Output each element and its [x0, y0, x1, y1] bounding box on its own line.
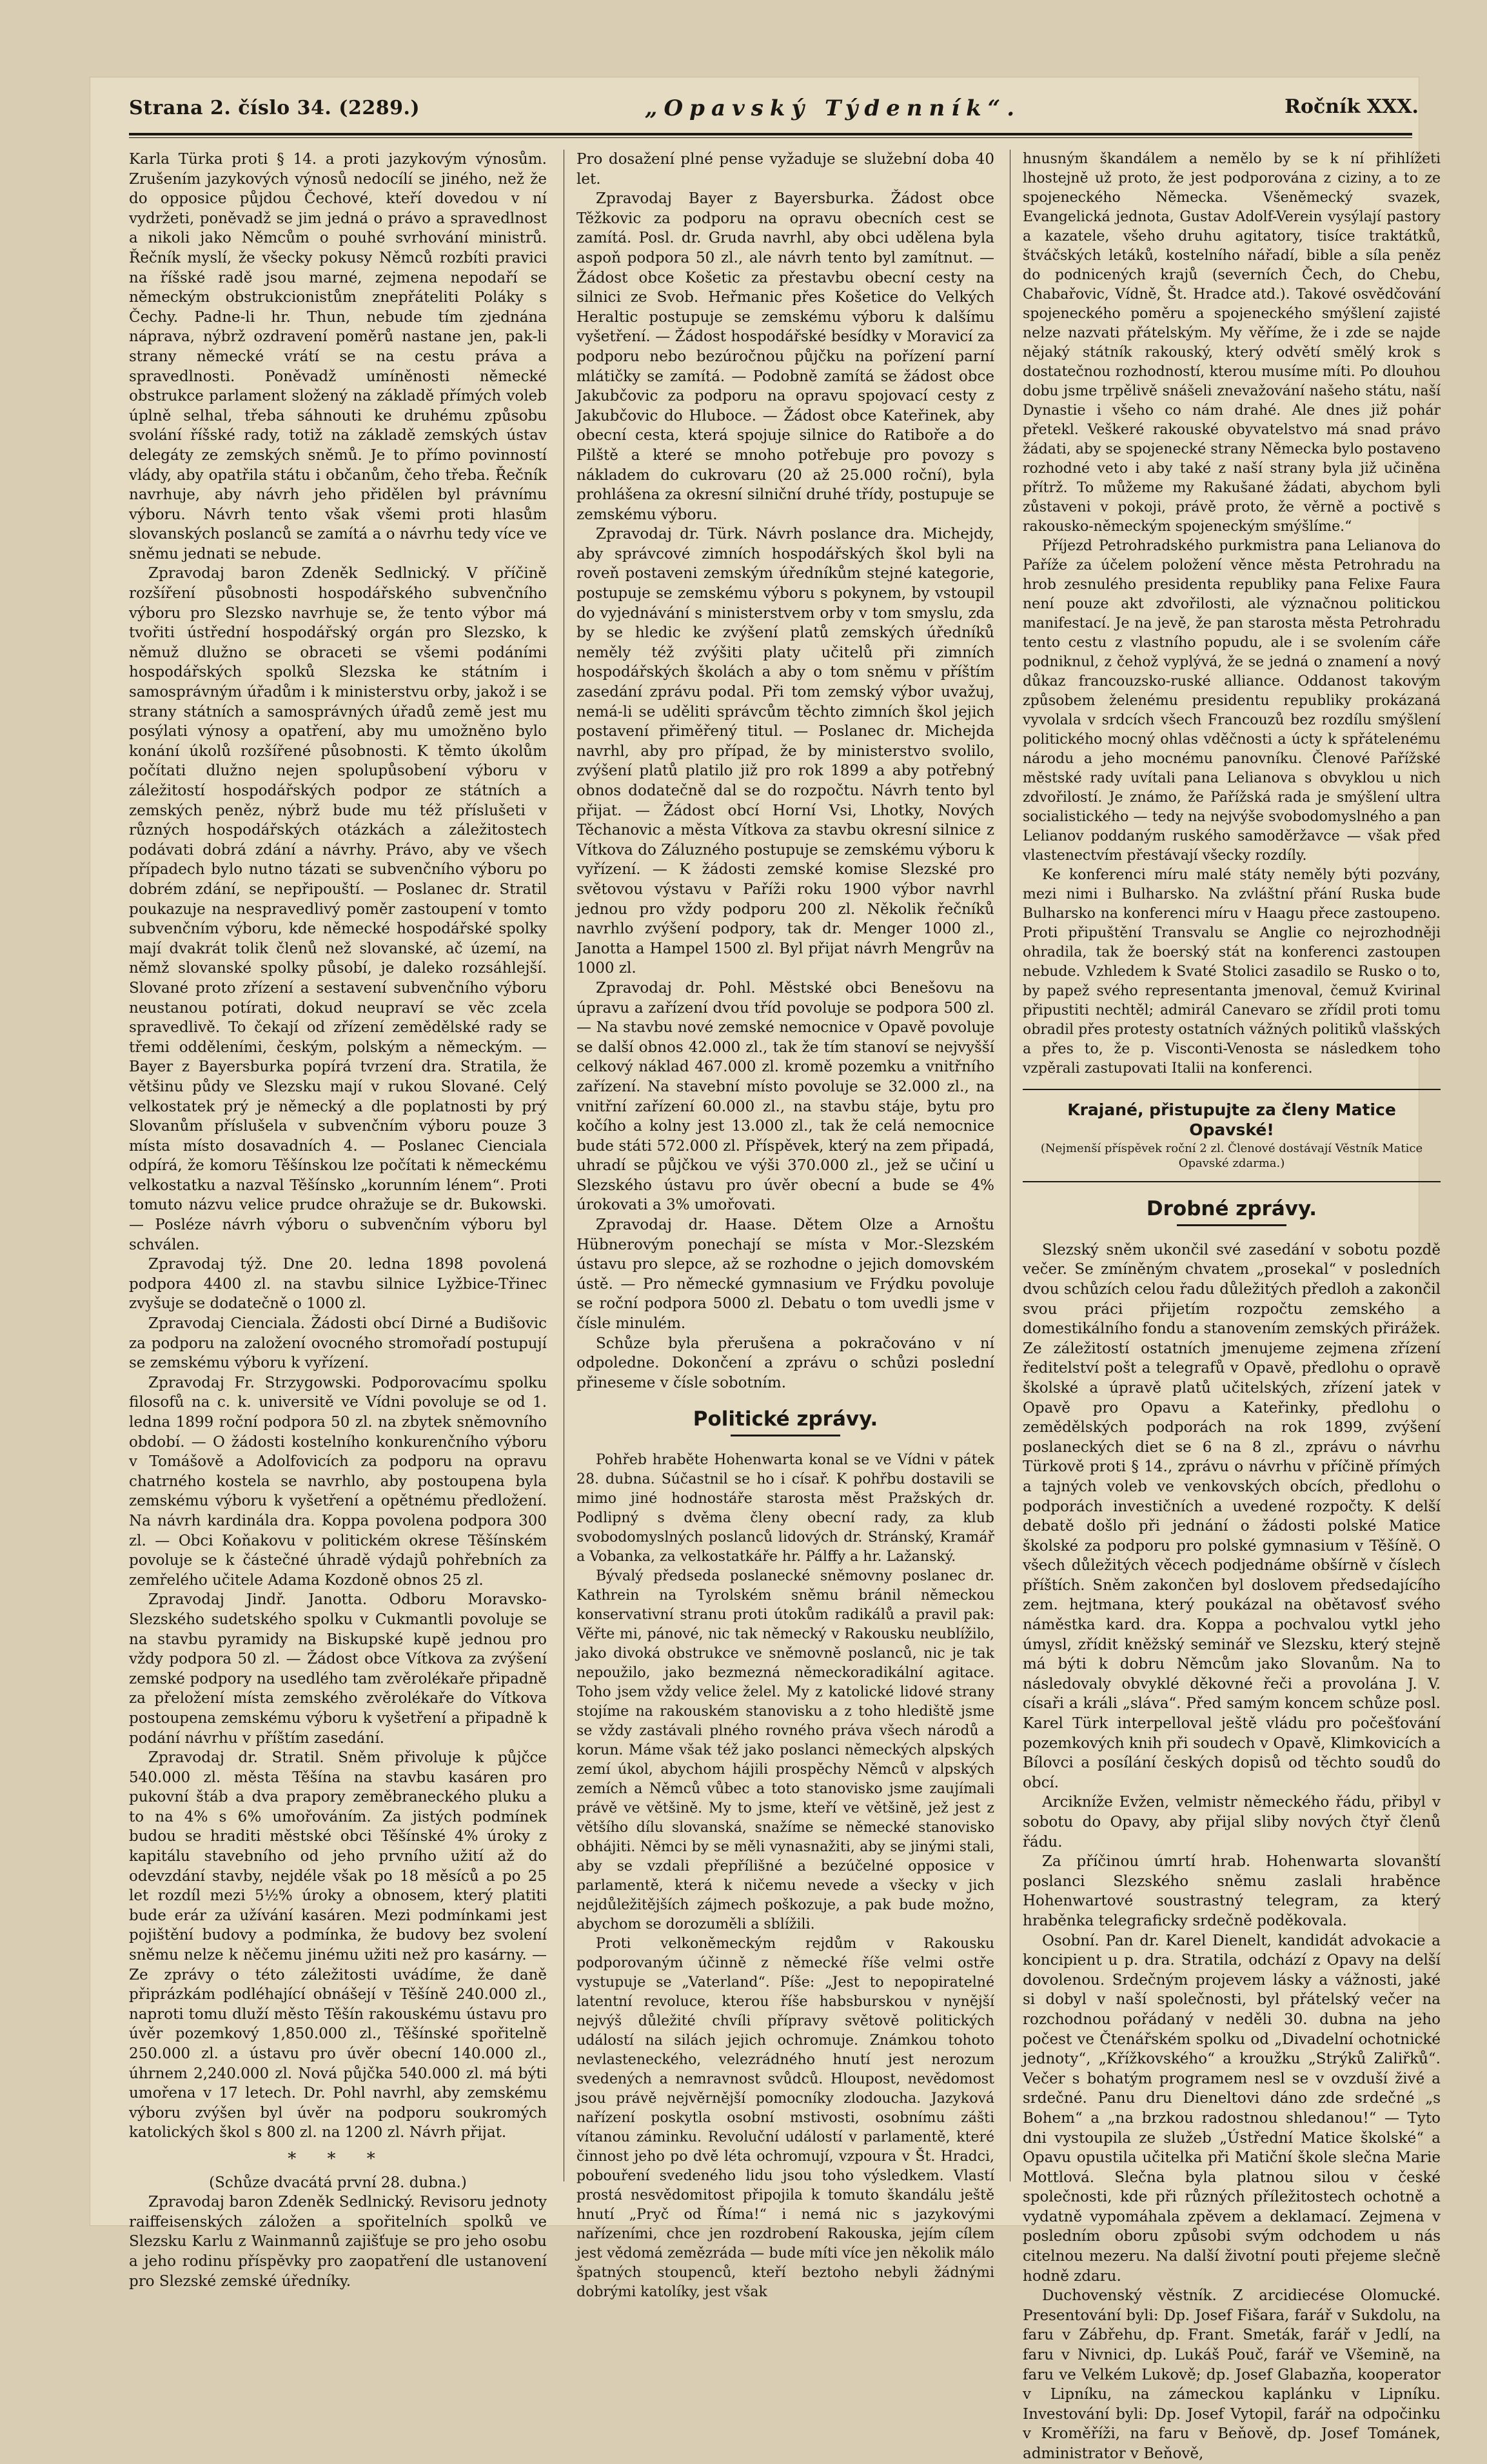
article-paragraph: Arcikníže Evžen, velmistr německého řádu, přibyl v sobotu do Opavy, aby přijal sliby nových čtyř členů řádu.	[1023, 1794, 1441, 1851]
article-paragraph: Schůze byla přerušena a pokračováno v ní odpoledne. Dokončení a zprávu o schůzi poslední přineseme v čísle sobotním.	[576, 1335, 994, 1391]
matice-notice-subtitle: (Nejmenší příspěvek roční 2 zl. Členové dostávají Věstník Matice Opavské zdarma.)	[1040, 1142, 1423, 1171]
article-paragraph: Proti velkoněmeckým rejdům v Rakousku podporovaným účinně z německé říše velmi ostře vystupuje se „Vaterland“. Píše: „Jest to nepopiratelné latentní revoluce, kterou říše habsburskou v nynější nejvýš důležité chvíli přípravy světově politických událostí na silách jejich ochromuje. Známkou tohoto nevlasteneckého, velezrádného hnutí jest nerozum svedených a nemravnost svůdců. Hloupost, nevědomost jsou právě nejvěrnější pomocníky zlodoucha. Jazyková nařízení poskytla osobní mstivosti, osobnímu zášti vítanou záminku. Revoluční událostí v parlamentě, které činnost jeho po dvě léta ochromují, vzpoura v Št. Hradci, pobouření svedeného lidu jsou toho výsledkem. Vlastí prostá nesvědomitost připojila k tomuto škandálu ještě hnutí „Pryč od Říma!“ i nemá nic s jazykovými nařízeními, chce jen rozdrobení Rakouska, jejím cílem jest vědomá zemězráda — bude míti více jen několik málo špatných stoupenců, kteří beztoho nebyli žádnými dobrými katolíky, jest však	[576, 1936, 994, 2300]
politics-section-heading	[576, 1409, 994, 1436]
article-paragraph: Slezský sněm ukončil své zasedání v sobotu pozdě večer. Se zmíněným chvatem „prosekal“ v posledních dvou schůzích celou řadu důležitých předloh a zakončil svou práci přijetím rozpočtu zemského a domestikálního fondu a stanovením zemských přirážek. Ze záležitostí ostatních jmenujeme zejmena zřízení ředitelství pošt a telegrafů v Opavě, předlohu o opravě školské a úpravě platů učitelských, zřízení jatek v Opavě pro Opavu a Kateřinky, předlohu o zemědělských podporách na rok 1899, zvýšení poslaneckých diet se 6 na 8 zl., zprávu o návrhu Türkově proti § 14., zprávu o návrhu v příčině přímých a tajných voleb ve venkovských obcích, předlohu o podporách investičních a uvedené rozpočty. K delší debatě došlo při jednání o žádosti polské Matice školské za podporu pro polské gymnasium v Těšíně. O všech důležitých věcech podjednáme obšírně v číslech příštích. Sněm zakončen byl doslovem předsedajícího zem. hejtmana, který poukázal na obětavosť svého náměstka kard. dra. Koppa a pochvalou vytkl jeho úmysl, zřídit kněžský seminář ve Slezsku, který stejně má býti k dobru Němcům jako Slovanům. Na to následovaly obvyklé děkovné řeči a provolána J. V. císaři a králi „sláva“. Před samým koncem schůze posl. Karel Türk interpelloval ještě vládu pro počešťování pozemkových knih při soudech v Opavě, Klimkovicích a Bílovci a posílání českých dopisů od těchto soudů do obcí.	[1023, 1241, 1441, 1791]
notice-rule-bottom	[1023, 1181, 1441, 1182]
heading-underline	[1177, 1224, 1286, 1226]
article-paragraph: Duchovenský věstník. Z arcidiecése Olomucké. Presentování byli: Dp. Josef Fišara, farář v Sukdolu, na faru v Zábřehu, dp. Frant. Smeták, farář v Jedlí, na faru v Nivnici, dp. Lukáš Pouč, farář ve Všemině, na faru ve Velkém Lukově; dp. Josef Glabazňa, kooperator v Lipníku, na zámeckou kaplánku v Lipníku. Investování byli: Dp. Josef Vytopil, farář na odpočinku v Kroměříži, na faru v Beňově, dp. Josef Tománek, administrator v Beňově,	[1023, 2287, 1441, 2462]
news-section-title: Drobné zprávy.	[1146, 1197, 1317, 1221]
article-paragraph: Zpravodaj dr. Haase. Dětem Olze a Arnoštu Hübnerovým ponechají se místa v Mor.-Slezském ústavu pro slepce, až se rozhodne o jejich domovském ústě. — Pro německé gymnasium ve Frýdku povoluje se roční podpora 5000 zl. Debatu o tom uvedli jsme v čísle minulém.	[576, 1217, 994, 1333]
article-paragraph: Zpravodaj Fr. Strzygowski. Podporovacímu spolku filosofů na c. k. universitě ve Vídni povoluje se od 1. ledna 1899 roční podpora 50 zl. na zbytek sněmovního období. — O žádosti kostelního konkurenčního výboru v Tomášově a Adolfovicích za podporu na opravu chatrného kostela se navrhlo, aby postoupena byla zemskému výboru k vyšetření a opětnému předložení. Na návrh kardinála dra. Koppa povolena podpora 300 zl. — Obci Koňakovu v politickém okrese Těšínském povoluje se k částečné úhradě výdajů pohřebních za zemřelého učitele Adama Kozdoně obnos 25 zl.	[129, 1374, 547, 1589]
newspaper-page	[90, 77, 1441, 2462]
article-paragraph: Zpravodaj dr. Stratil. Sněm přivoluje k půjčce 540.000 zl. města Těšína na stavbu kasáren pro pukovní štáb a dva prapory zeměbraneckého pluku a to na 4% s 6% umořováním. Za jistých podmínek budou se hraditi městské obci Těšínské 4% úroky z kapitálu stavebního od jeho prvního užití až do odevzdání stavby, nejdéle však po 18 měsíců a po 25 let rozdíl mezi 5½% úroky a obnosem, který platiti bude erár za užívání kasáren. Mezi podmínkami jest pojištění budovy a podmínka, že budovy bez svolení sněmu nelze k něčemu jinému užiti než pro kasárny. — Ze zprávy o této záležitosti uvádíme, že daně připrázkám podléhající obnášejí v Těšíně 240.000 zl., naproti tomu dluží město Těšín rakouskému ústavu pro úvěr pozemkový 1,850.000 zl., Těšínské spořitelně 250.000 zl. a ústavu pro úvěr obecní 140.000 zl., úhrnem 2,240.000 zl. Nová půjčka 540.000 zl. má býti umořena v 17 letech. Dr. Pohl navrhl, aby zemskému výboru zvýšen byl úvěr na podporu soukromých katolických škol s 800 zl. na 1200 zl. Návrh přijat.	[129, 1749, 547, 2141]
article-paragraph: Za příčinou úmrtí hrab. Hohenwarta slovanští poslanci Slezského sněmu zaslali hraběnce Hohenwartové soustrastný telegram, za který hraběnka telegraficky srdečně poděkovala.	[1023, 1853, 1441, 1929]
article-paragraph: Příjezd Petrohradského purkmistra pana Lelianova do Paříže za účelem položení věnce města Petrohradu na hrob zesnulého presidenta republiky pana Felixe Faura není pouze akt zdvořilosti, ale význačnou politickou manifestací. Je na jevě, že pan starosta města Petrohradu tento cestu z vlastního popudu, ale i se svolením cáře podniknul, z čehož vyplývá, že se jedná o znamení a nový důkaz francouzsko-ruské alliance. Oddanost takovým způsobem želenému presidentu republiky prokázaná vyvolala v srdcích všech Francouzů bez rozdílu smýšlení politického mocný ohlas vděčnosti a úcty k spřátelenému národu a jeho mocnému panovníku. Členové Pařížské městské rady uvítali pana Lelianova s obvyklou u nich zdvořilostí. Je známo, že Pařížská rada je smýšlení ultra socialistického — tedy na nejvýše svobodomyslného a pan Lelianov poddaným ruského samoděržavce — však před vlastenectvím přestávají všecky rozdíly.	[1023, 538, 1441, 864]
matice-notice-title: Krajané, přistupujte za členy Matice Opavské!	[1067, 1100, 1396, 1139]
article-paragraph: Zpravodaj Cienciala. Žádosti obcí Dirné a Budišovic za podporu na založení ovocného stromořadí postupují se zemskému výboru k vyřízení.	[129, 1315, 547, 1372]
article-paragraph: Pro dosažení plné pense vyžaduje se služební doba 40 let.	[576, 151, 994, 188]
article-paragraph: Zpravodaj týž. Dne 20. ledna 1898 povolená podpora 4400 zl. na stavbu silnice Lyžbice-Třinec zvyšuje se dodatečně o 1000 zl.	[129, 1256, 547, 1313]
section-separator: * * *	[288, 2149, 388, 2169]
article-paragraph: Zpravodaj Bayer z Bayersburka. Žádost obce Těžkovic za podporu na opravu obecních cest se zamítá. Posl. dr. Gruda navrhl, aby obci udělena byla aspoň podpora 50 zl., ale návrh tento byl zamítnut. — Žádost obce Košetic za přestavbu obecní cesty na silnici ze Svob. Heřmanic přes Košetice do Velkých Heraltic postupuje se zemskému výboru k dalšímu vyšetření. — Žádost hospodářské besídky v Moravicí za podporu nebo bezúročnou půjčku na pořízení parní mlátičky se zamítá. — Podobně zamítá se žádost obce Jakubčovic za podporu na opravu spojovací cesty z Jakubčovic do Hluboce. — Žádost obce Kateřinek, aby obecní cesta, která spojuje silnice do Ratiboře a do Pilště a které se mnoho potřebuje pro povozy s nákladem do cukrovaru (20 až 25.000 roční), byla prohlášena za okresní silniční druhé třídy, postupuje se zemskému výboru.	[576, 190, 994, 523]
page-header	[129, 84, 1457, 135]
article-paragraph: Zpravodaj dr. Türk. Návrh poslance dra. Michejdy, aby správcové zimních hospodářských škol byli na roveň postaveni zemským úředníkům stejné kategorie, postupuje se zemskému výboru s pokynem, by vstoupil do vyjednávání s ministerstvem orby v tom smyslu, zda by se hledic ke zvýšení platů zemských úředníků neměly též zvýšiti platy učitelů při zimních hospodářských školách a aby o tom sněmu v příštím zasedání zprávu podal. Při tom zemský výbor uvažuj, nemá-li se uděliti správcům těchto zimních škol jejich postavení přiměřený titul. — Poslanec dr. Michejda navrhl, aby pro případ, že by ministerstvo svolilo, zvýšení platů platilo již pro rok 1899 a aby potřebný obnos dodatečně dal se do rozpočtu. Návrh tento byl přijat. — Žádost obcí Horní Vsi, Lhotky, Nových Těchanovic a města Vítkova za stavbu okresní silnice z Vítkova do Záluzného postupuje se zemskému výboru k vyřízení. — K žádosti zemské komise Slezské pro světovou výstavu v Paříži roku 1900 výbor navrhl jednou pro vždy podporu 200 zl. Několik řečníků navrhlo zvýšení podpory, tak dr. Menger 1000 zl., Janotta a Hampel 1500 zl. Byl přijat návrh Mengrův na 1000 zl.	[576, 526, 994, 977]
column-1	[129, 150, 547, 2290]
article-paragraph: Karla Türka proti § 14. a proti jazykovým výnosům. Zrušením jazykových výnosů nedocílí se jiného, než že do opposice půjdou Čechové, kteří dovedou v ní vydržeti, poněvadž se jim jedná o právo a spravedlnost a nikoli jako Němcům o pouhé svrhování ministrů. Řečník myslí, že všecky pokusy Němců rozbíti pravici na říšské radě jsou marné, zejmena nepodaří se německým obstrukcionistům znepřáteliti Poláky s Čechy. Padne-li hr. Thun, nebude tím zjednána náprava, nýbrž ozdravení poměrů nastane jen, pak-li strany německé vrátí se na cestu práva a spravedlnosti. Poněvadž umíněnosti německé obstrukce parlament složený na základě přímých voleb úplně selhal, třeba sáhnouti ke druhému způsobu svolání říšské rady, totiž na základě zemských ústav delegáty ze zemských sněmů. Je to přímo povinností vlády, aby opatřila státu i občanům, čeho třeba. Řečník navrhuje, aby návrh jeho přidělen byl právnímu výboru. Návrh tento však všemi proti hlasům slovanských poslanců se zamítá a o návrhu tedy více ve sněmu jednati se nebude.	[129, 151, 547, 562]
article-paragraph: Zpravodaj baron Zdeněk Sedlnický. Revisoru jednoty raiffeisenských záložen a spořitelních spolků ve Slezsku Karlu z Wainmannů zajišťuje se pro jeho osobu a jeho rodinu příspěvky pro zaopatření dle ustanovení pro Slezské zemské úředníky.	[129, 2194, 547, 2290]
article-paragraph: hnusným škandálem a nemělo by se k ní přihlížeti lhostejně už proto, že jest podporována z ciziny, a to ze spojeneckého Německa. Všeněmecký svazek, Evangelická jednota, Gustav Adolf-Verein vysýlají pastory a kazatele, všeho druhu agitatory, tisíce traktátků, štváčských letáků, kostelního nářadí, bible a síla peněz do podnicených krajů (severních Čech, do Chebu, Chabařovic, Vídně, Št. Hradce atd.). Takové osvědčování spojeneckého poměru a spojeneckého smýšlení zajisté nelze nazvati přátelským. My věříme, že i zde se najde nějaký státník rakouský, který odvětí smělý krok s dostatečnou rozhodností, kterou musíme míti. Po dlouhou dobu jsme trpělivě snášeli znevažování našeho státu, naší Dynastie i všeho co nám drahé. Ale dnes již pohár přetekl. Veškeré rakouské obyvatelstvo má snad právo žádati, aby se spojenecké strany Německa bylo postaveno rozhodné veto i aby také z naší strany byla již učiněna přítrž. To můžeme my Rakušané žádati, abychom byli zůstaveni v pokoji, právě proto, že věrně a poctivě s rakousko-německým spojeneckým smýšlíme.“	[1023, 151, 1441, 535]
header-rule	[129, 133, 1412, 135]
article-paragraph: Osobní. Pan dr. Karel Dienelt, kandidát advokacie a koncipient u p. dra. Stratila, odchází z Opavy na delší dovolenou. Srdečným projevem lásky a vážnosti, jaké si dobyl v naší společnosti, byl přátelský večer na rozchodnou pořádaný v neděli 30. dubna na jeho počest ve Čtenářském spolku od „Divadelní ochotnické jednoty“, „Křížkovského“ a kroužku „Strýků Zaliřků“. Večer s bohatým programem nesl se v ovzduší živé a srdečné. Panu dru Dieneltovi dáno zde srdečné „s Bohem“ a „na brzkou radostnou shledanou!“ — Tyto dni vystoupila ze služeb „Ústřední Matice školské“ a Opavu opustila učitelka při Matiční škole slečna Marie Mottlová. Slečna byla platnou silou v české společnosti, kde při různých příležitostech ochotně a vydatně vypomáhala zpěvem a deklamací. Zejmena v posledním oboru způsobi svým odchodem u nás citelnou mezeru. Na další životní pouti přejeme slečně hodně zdaru.	[1023, 1932, 1441, 2285]
session-heading: (Schůze dvacátá první 28. dubna.)	[209, 2174, 467, 2191]
notice-rule-top	[1023, 1089, 1441, 1090]
heading-underline	[731, 1435, 840, 1436]
politics-section-title: Politické zprávy.	[693, 1407, 878, 1431]
column-3	[1023, 150, 1441, 2462]
article-paragraph: Zpravodaj baron Zdeněk Sedlnický. V příčině rozšíření působnosti hospodářského subvenčního výboru pro Slezsko navrhuje se, že tento výbor má tvořiti ústřední hospodářský orgán pro Slezsko, k němuž dlužno se obraceti se všemi podáními hospodářských spolků Slezska ke státním i samosprávným úřadům i k ministerstvu orby, jakož i se strany státních a samosprávných úřadů země jest mu posýlati výnosy a opatření, aby mu umožněno bylo konání úkolů rozšířené působnosti. K těmto úkolům počítati dlužno nejen spolupůsobení výboru v záležitostí hospodářských podpor ze státních a zemských peněz, nýbrž bude mu též příslušeti v různých hospodářských otázkách a záležitostech podávati dobrá zdání a návrhy. Právo, aby ve všech případech bylo nutno tázati se subvenčního výboru po dobrém zdání, se nepřipouští. — Poslanec dr. Stratil poukazuje na nespravedlivý poměr zastoupení v tomto subvenčním výboru, kde německé hospodářské spolky mají dvakrát tolik členů než slovanské, ač území, na němž slovanské spolky působí, je daleko rozsáhlejší. Slované proto zřízení a sestavení subvenčního výboru neustanou potírati, dokud neupraví se věc zcela spravedlivě. To čekají od zřízení zemědělské rady se třemi odděleními, českým, polským a německým. — Bayer z Bayersburka popírá tvrzení dra. Stratila, že většinu půdy ve Slezsku mají v rukou Slované. Celý velkostatek prý je německý a dle poplatnosti by prý Slovanům příslušela v subvenčním výboru pouze 3 místa místo dosavadních 4. — Poslanec Cienciala odpírá, že komoru Těšínskou lze počítati k německému velkostatku a nazval Těšínsko „korunním lénem“. Proti tomuto názvu velice prudce ohražuje se dr. Bukowski. — Posléze návrh výboru o subvenčním výboru byl schválen.	[129, 565, 547, 1253]
volume-label: Ročník XXX.	[1285, 95, 1419, 118]
article-paragraph: Pohřeb hraběte Hohenwarta konal se ve Vídni v pátek 28. dubna. Súčastnil se ho i císař. K pohřbu dostavili se mimo jiné hodnostáře starosta měst Pražských dr. Podlipný s dvěma členy obecní rady, za klub svobodomyslných poslanců lidových dr. Stránský, Kramář a Vobanka, za velkostatkáře hr. Pálffy a hr. Lažanský.	[576, 1452, 994, 1565]
article-paragraph: Bývalý předseda poslanecké sněmovny poslanec dr. Kathrein na Tyrolském sněmu bránil německou konservativní stranu proti útokům radikálů a pravil pak: Věřte mi, pánové, nic tak německý v Rakousku neublížilo, jako divoká obstrukce ve sněmovně poslanců, nic je tak nepoužilo, jako bezmezná německoradikální agitace. Toho jsem vždy velice želel. My z katolické lidové strany stojíme na rakouském stanovisku a z toho hlediště jsme se vždy zastávali plného rovného práva všech národů a korun. Máme však též jako poslanci německých alpských zemí úkol, abychom hájili prospěchy Němců v alpských zemích a Němců vůbec a toto stanovisko jsme zaujímali právě ve většině. My to jsme, kteří ve většině, jež jest z většího dílu slovanská, snažíme se německé stanovisko obhájiti. Němci by se měli vynasnažiti, aby se jinými stali, aby se vzdali přepřílišné a bezúčelné opposice v parlamentě, která k ničemu nevede a všecky v jich nejdůležitějších zájmech poškozuje, a pak bude možno, abychom se dorozuměli a sblížili.	[576, 1568, 994, 1932]
article-paragraph: Zpravodaj Jindř. Janotta. Odboru Moravsko-Slezského sudetského spolku v Cukmantli povoluje se na stavbu pyramidy na Biskupské kupě jednou pro vždy podpora 50 zl. — Žádost obce Vítkova za zvýšení zemské podpory na usedlého tam zvěrolékaře připadně za přeložení místa zemského zvěrolékaře do Vítkova postoupena zemskému výboru k vyšetření a připadně k podání návrhu v příštím zasedání.	[129, 1591, 547, 1747]
news-section-heading	[1023, 1199, 1441, 1226]
article-paragraph: Zpravodaj dr. Pohl. Městské obci Benešovu na úpravu a zařízení dvou tříd povoluje se podpora 500 zl. — Na stavbu nové zemské nemocnice v Opavě povoluje se další obnos 42.000 zl., tak že tím stanoví se nejvyšší celkový náklad 467.000 zl. kromě pozemku a vnitřního zařízení. Na stavební místo povoluje se 32.000 zl., na vnitřní zařízení 60.000 zl., na stavbu stáje, bytu pro kočího a kolny jest 13.000 zl., tak že celá nemocnice bude státi 572.000 zl. Příspěvek, který na zem připadá, uhradí se půjčkou ve výši 370.000 zl., jež se učiní u Slezského ústavu pro úvěr obecní a bude se 4% úrokovati a 3% umořovati.	[576, 979, 994, 1214]
page-number-label: Strana 2. číslo 34. (2289.)	[129, 97, 420, 119]
newspaper-title: „Opavský Týdenník“.	[645, 95, 1021, 121]
column-2	[576, 150, 994, 2300]
header-rule-thin	[129, 137, 1412, 138]
article-paragraph: Ke konferenci míru malé státy neměly býti pozvány, mezi nimi i Bulharsko. Na zvláštní přání Ruska bude Bulharsko na konferenci míru v Haagu přece zastoupeno. Proti připuštění Transvalu se Anglie co nejrozhodněji ohradila, tak že boerský stát na konferenci zastoupen nebude. Vzhledem k Svaté Stolici zasadilo se Rusko o to, by papež svého representanta jmenoval, čemuž Kvirinal připustiti nechtěl; admirál Canevaro se zřídil proti tomu obradil přes protesty ostatních vážných politiků vlašských a přes to, že p. Visconti-Venosta se následkem toho vzpěrali zastupovati Italii na konferenci.	[1023, 867, 1441, 1077]
